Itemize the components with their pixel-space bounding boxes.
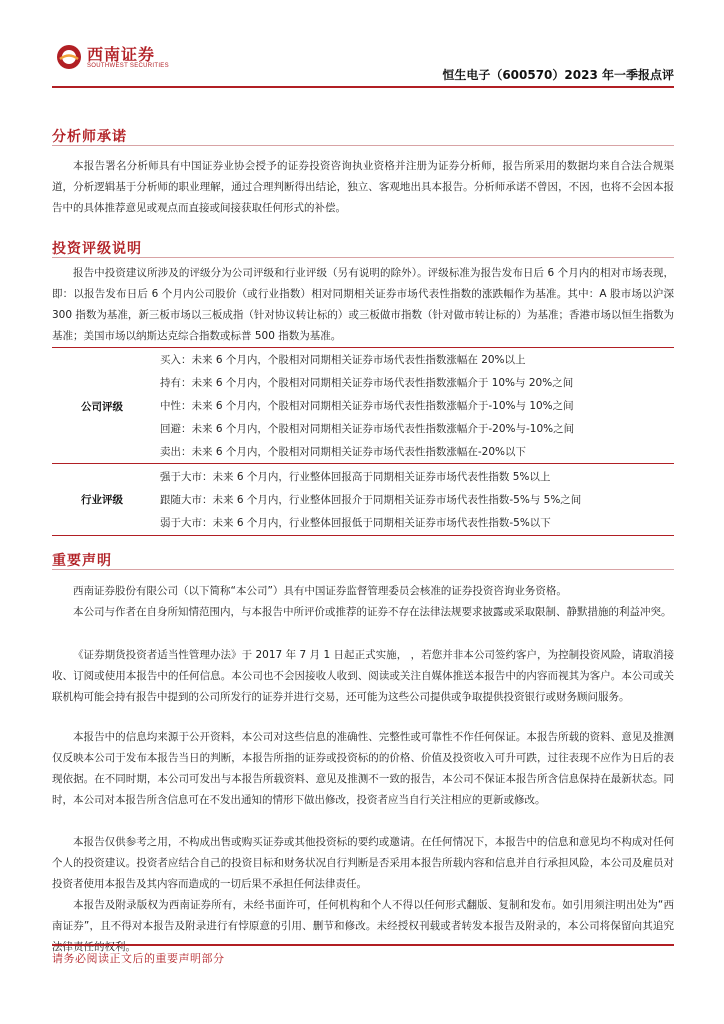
company-logo-icon bbox=[56, 44, 82, 70]
section-divider bbox=[52, 569, 674, 570]
section-divider bbox=[52, 145, 674, 146]
disclaimer-paragraph: 本报告中的信息均来源于公开资料，本公司对这些信息的准确性、完整性或可靠性不作任何保证。本报告所载的资料、意见及推测仅反映本公司于发布本报告当日的判断，本报告所指的证券或投资标的的价格、价值及投资收入可升可跌，过往表现不应作为日后的表现依据。在不同时期，本公司可发出与本报告所载资料、意见及推测不一致的报告，本公司不保证本报告所含信息保持在最新状态。同时，本公司对本报告所含信息可在不发出通知的情形下做出修改，投资者应当自行关注相应的更新或修改。 bbox=[52, 731, 674, 806]
section-title-rating: 投资评级说明 bbox=[52, 241, 142, 257]
disclaimer-paragraph: 本公司与作者在自身所知情范围内，与本报告中所评价或推荐的证券不存在法律法规要求披露或采取限制、静默措施的利益冲突。 bbox=[73, 606, 672, 618]
disclaimer-paragraph: 本报告仅供参考之用，不构成出售或购买证券或其他投资标的要约或邀请。在任何情况下，本报告中的信息和意见均不构成对任何个人的投资建议。投资者应结合自己的投资目标和财务状况自行判断是否采用本报告所载内容和信息并自行承担风险，本公司及雇员对投资者使用本报告及其内容而造成的一切后果不承担任何法律责任。 bbox=[52, 836, 674, 890]
company-rating-item: 回避：未来 6 个月内，个股相对同期相关证券市场代表性指数涨幅介于-20%与-10%之间 bbox=[160, 423, 575, 435]
section-title-analyst: 分析师承诺 bbox=[52, 129, 127, 145]
company-rating-item: 卖出：未来 6 个月内，个股相对同期相关证券市场代表性指数涨幅在-20%以下 bbox=[160, 446, 526, 458]
industry-rating-label: 行业评级 bbox=[81, 494, 123, 506]
section-divider bbox=[52, 257, 674, 258]
analyst-commitment-body: 本报告署名分析师具有中国证券业协会授予的证券投资咨询执业资格并注册为证券分析师，报告所采用的数据均来自合法合规渠道，分析逻辑基于分析师的职业理解，通过合理判断得出结论，独立、客观地出具本报告。分析师承诺不曾因，不因，也将不会因本报告中的具体推荐意见或观点而直接或间接获取任何形式的补偿。 bbox=[52, 160, 674, 214]
header-divider bbox=[52, 86, 674, 88]
company-rating-item: 持有：未来 6 个月内，个股相对同期相关证券市场代表性指数涨幅介于 10%与 20%之间 bbox=[160, 377, 574, 389]
table-top-rule bbox=[52, 347, 674, 348]
logo-cn-text: 西南证券 bbox=[87, 45, 156, 64]
industry-rating-item: 弱于大市：未来 6 个月内，行业整体回报低于同期相关证券市场代表性指数-5%以下 bbox=[160, 517, 551, 529]
industry-rating-item: 跟随大市：未来 6 个月内，行业整体回报介于同期相关证券市场代表性指数-5%与 5%之间 bbox=[160, 494, 582, 506]
company-rating-item: 中性：未来 6 个月内，个股相对同期相关证券市场代表性指数涨幅介于-10%与 10%之间 bbox=[160, 400, 574, 412]
disclaimer-paragraph: 本报告及附录版权为西南证券所有，未经书面许可，任何机构和个人不得以任何形式翻版、复制和发布。如引用须注明出处为“西南证券”，且不得对本报告及附录进行有悖原意的引用、删节和修改。未经授权刊载或者转发本报告及附录的，本公司将保留向其追究法律责任的权利。 bbox=[52, 899, 674, 953]
logo-en-text: SOUTHWEST SECURITIES bbox=[87, 63, 169, 69]
report-title: 恒生电子（600570）2023 年一季报点评 bbox=[442, 68, 674, 82]
rating-table bbox=[52, 347, 674, 527]
disclaimer-paragraph: 西南证券股份有限公司（以下简称“本公司”）具有中国证券监督管理委员会核准的证券投资咨询业务资格。 bbox=[73, 585, 567, 597]
section-title-disclaimer: 重要声明 bbox=[52, 553, 112, 569]
company-rating-label: 公司评级 bbox=[81, 401, 123, 413]
table-group-rule bbox=[52, 463, 674, 464]
industry-rating-item: 强于大市：未来 6 个月内，行业整体回报高于同期相关证券市场代表性指数 5%以上 bbox=[160, 471, 551, 483]
rating-explanation-body: 报告中投资建议所涉及的评级分为公司评级和行业评级（另有说明的除外）。评级标准为报告发布日后 6 个月内的相对市场表现，即：以报告发布日后 6 个月内公司股价（或行业指数）相对同期相关证券市场代表性指数的涨跌幅作为基准。其中：A 股市场以沪深 300 指数为基准，新三板市场以三板成指（针对协议转让标的）或三板做市指数（针对做市转让标的）为基准；香港市场以恒生指数为基准；美国市场以纳斯达克综合指数或标普 500 指数为基准。 bbox=[52, 267, 674, 342]
company-rating-item: 买入：未来 6 个月内，个股相对同期相关证券市场代表性指数涨幅在 20%以上 bbox=[160, 354, 526, 366]
page-header bbox=[52, 40, 674, 88]
disclaimer-paragraph: 《证券期货投资者适当性管理办法》于 2017 年 7 月 1 日起正式实施， ，若您并非本公司签约客户，为控制投资风险，请取消接收、订阅或使用本报告中的任何信息。本公司也不会因接收人收到、阅读或关注自媒体推送本报告中的内容而视其为客户。本公司或关联机构可能会持有报告中提到的公司所发行的证券并进行交易，还可能为这些公司提供或争取提供投资银行或财务顾问服务。 bbox=[52, 649, 674, 703]
footer-divider bbox=[52, 944, 674, 946]
table-bottom-rule bbox=[52, 535, 674, 536]
footer-note: 请务必阅读正文后的重要声明部分 bbox=[52, 952, 225, 965]
